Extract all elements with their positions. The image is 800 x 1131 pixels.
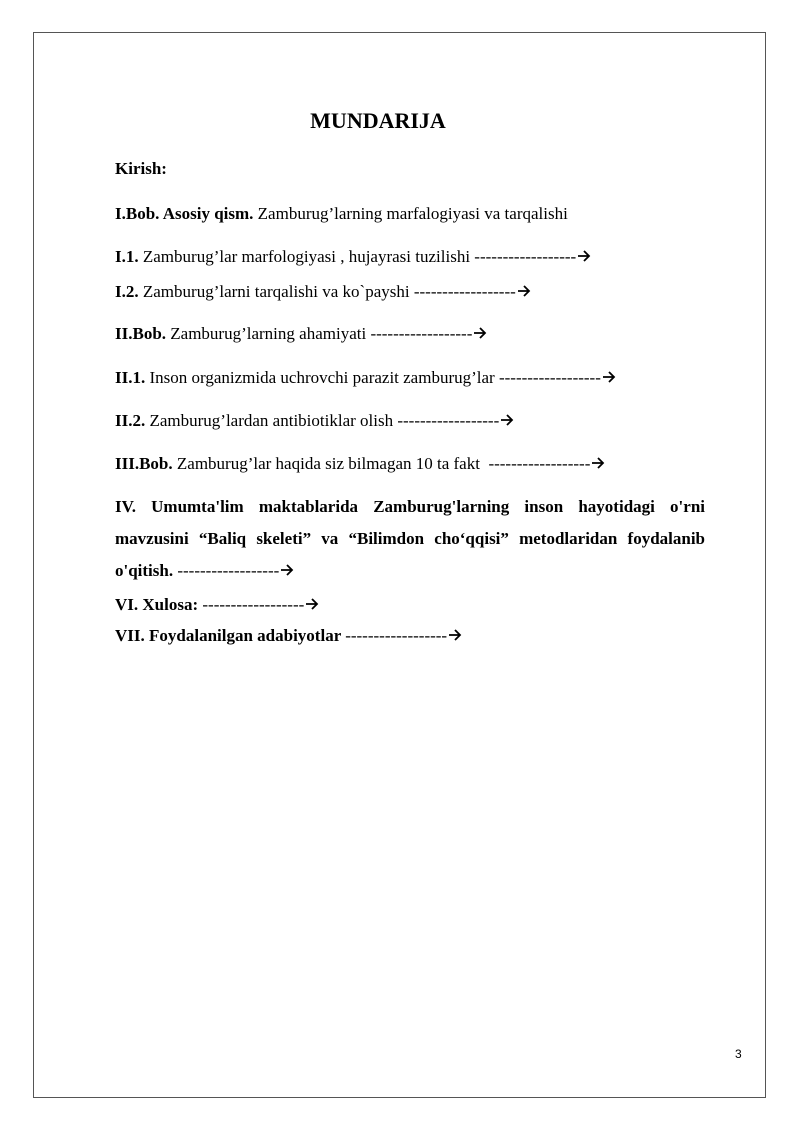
arrow-right-icon <box>500 413 514 427</box>
leader-dots: ------------------ <box>488 454 591 473</box>
toc-ii2-title: Zamburug’lardan antibiotiklar olish <box>145 411 398 430</box>
toc-i1-number: I.1. <box>115 247 139 266</box>
toc-bob3 <box>115 454 605 474</box>
toc-i1-title: Zamburug’lar marfologiyasi , hujayrasi tuzilishi <box>138 247 475 266</box>
toc-i1 <box>115 247 591 267</box>
arrow-right-icon <box>577 249 591 263</box>
arrow-right-icon <box>517 284 531 298</box>
toc-bob2-number: II.Bob. <box>115 324 167 343</box>
toc-vii-title: VII. Foydalanilgan adabiyotlar <box>115 626 346 645</box>
arrow-right-icon <box>473 326 487 340</box>
leader-dots: ------------------ <box>498 368 601 387</box>
leader-dots: ------------------ <box>370 324 473 343</box>
toc-iv <box>115 491 705 587</box>
toc-vi <box>115 595 319 615</box>
toc-bob1 <box>115 204 568 224</box>
toc-i2-title: Zamburug’larni tarqalishi va ko`payshi <box>138 282 414 301</box>
leader-dots: ------------------ <box>345 626 448 645</box>
toc-bob1-title: Zamburug’larning marfalogiyasi va tarqalishi <box>253 204 568 223</box>
leader-dots: ------------------ <box>474 247 577 266</box>
leader-dots: ------------------ <box>177 561 280 580</box>
toc-vi-title: VI. Xulosa: <box>115 595 203 614</box>
arrow-right-icon <box>280 563 294 577</box>
toc-vii <box>115 626 462 646</box>
toc-kirish: Kirish: <box>115 159 167 178</box>
leader-dots: ------------------ <box>413 282 516 301</box>
arrow-right-icon <box>602 370 616 384</box>
toc-bob2 <box>115 324 487 344</box>
toc-iv-title: IV. Umumta'lim maktablarida Zamburug'larning inson hayotidagi o'rni mavzusini “Baliq skeleti” va “Bilimdon cho‘qqisi” metodlaridan foydalanib o'qitish. <box>115 497 705 580</box>
toc-bob1-number: I.Bob. Asosiy qism. <box>115 204 254 223</box>
toc-i2 <box>115 282 531 302</box>
arrow-right-icon <box>448 628 462 642</box>
toc-i2-number: I.2. <box>115 282 139 301</box>
toc-ii2 <box>115 411 514 431</box>
page-number: 3 <box>735 1047 742 1061</box>
leader-dots: ------------------ <box>202 595 305 614</box>
toc-bob2-title: Zamburug’larning ahamiyati <box>166 324 371 343</box>
leader-dots: ------------------ <box>397 411 500 430</box>
toc-ii1-number: II.1. <box>115 368 146 387</box>
toc-ii2-number: II.2. <box>115 411 146 430</box>
toc-bob3-number: III.Bob. <box>115 454 173 473</box>
arrow-right-icon <box>591 456 605 470</box>
toc-bob3-title: Zamburug’lar haqida siz bilmagan 10 ta fakt <box>172 454 489 473</box>
toc-ii1-title: Inson organizmida uchrovchi parazit zamburug’lar <box>145 368 499 387</box>
toc-ii1 <box>115 368 616 388</box>
page-title: MUNDARIJA <box>310 108 446 133</box>
arrow-right-icon <box>305 597 319 611</box>
